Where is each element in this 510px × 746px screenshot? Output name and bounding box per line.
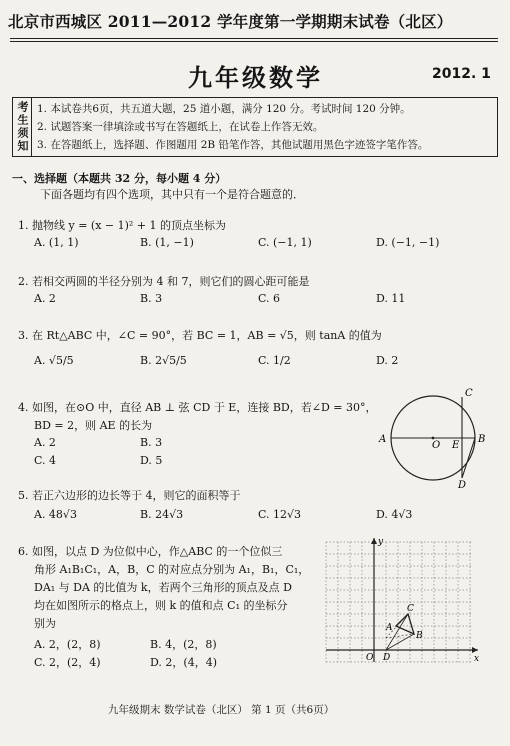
question-5-option-b: B. 24√3 [140,508,184,521]
question-5-option-d: D. 4√3 [376,508,413,521]
question-4-option-d: D. 5 [140,454,163,467]
coordinate-grid-figure [322,534,484,672]
label-origin: O [366,653,374,663]
question-2-option-c: C. 6 [258,292,281,305]
center-point [432,437,435,440]
question-5-stem: 5. 若正六边形的边长等于 4，则它的面积等于 [18,489,241,502]
question-3-option-b: B. 2√5/5 [140,354,187,367]
grid-lines [326,542,472,662]
question-4-option-a: A. 2 [34,436,56,449]
exam-date: 2012. 1 [432,66,491,82]
question-4-stem-line-1: 4. 如图，在⊙O 中，直径 AB ⊥ 弦 CD 于 E，连接 BD，若∠D = 30°， [18,401,377,414]
question-6-stem-line-1: 6. 如图，以点 D 为位似中心，作△ABC 的一个位似三 [18,545,283,558]
label-d: D [458,480,467,488]
segment-bd [462,438,475,478]
candidate-notice-box [12,97,498,157]
section-1-title: 一、选择题（本题共 32 分，每小题 4 分） [12,172,227,185]
question-1-option-d: D. (−1, −1) [376,236,440,249]
question-4-option-c: C. 4 [34,454,57,467]
question-6-stem-line-2: 角形 A₁B₁C₁，A，B，C 的对应点分别为 A₁，B₁，C₁， [34,563,310,576]
label-b: B [478,434,486,445]
label-c: C [407,604,414,614]
notice-line-2: 2. 试题答案一律填涂或书写在答题纸上，在试卷上作答无效。 [37,121,324,133]
label-c: C [465,388,473,399]
question-5-option-a: A. 48√3 [34,508,77,521]
question-2-option-b: B. 3 [140,292,163,305]
question-6-stem-line-5: 别为 [34,617,56,630]
exam-title: 北京市西城区 2011—2012 学年度第一学期期末试卷（北区） [8,12,453,31]
question-1-stem: 1. 抛物线 y = (x − 1)² + 1 的顶点坐标为 [18,219,227,232]
question-3-option-a: A. √5/5 [34,354,74,367]
question-2-option-d: D. 11 [376,292,406,305]
subject-title: 九年级数学 [188,63,323,92]
question-6-option-b: B. 4，(2，8) [150,638,217,651]
question-3-stem: 3. 在 Rt△ABC 中，∠C = 90°，若 BC = 1，AB = √5，则 tanA 的值为 [18,329,382,342]
question-2-stem: 2. 若相交两圆的半径分别为 4 和 7，则它们的圆心距可能是 [18,275,310,288]
label-e: E [452,440,460,451]
question-1-option-a: A. (1, 1) [34,236,79,249]
question-6-stem-line-4: 均在如图所示的格点上，则 k 的值和点 C₁ 的坐标分 [34,599,288,612]
y-axis-arrow [371,538,377,544]
label-y: y [378,537,384,547]
label-d: D [383,653,391,663]
title-rule [10,38,498,39]
circle-figure [370,388,500,488]
question-1-option-b: B. (1, −1) [140,236,194,249]
question-6-stem-line-3: DA₁ 与 DA 的比值为 k，若两个三角形的顶点及点 D [34,581,292,594]
x-axis-arrow [472,647,478,653]
label-o: O [432,440,441,451]
label-a: A [379,434,387,445]
label-a: A [386,623,393,633]
question-2-option-a: A. 2 [34,292,56,305]
notice-line-1: 1. 本试卷共6页，共五道大题，25 道小题，满分 120 分。考试时间 120 分钟。 [37,103,411,115]
page-footer: 九年级期末 数学试卷（北区） 第 1 页（共6页） [108,704,335,716]
question-6-option-a: A. 2，(2，8) [34,638,101,651]
label-b: B [416,631,423,641]
title-rule-2 [10,41,498,42]
section-1-intro: 下面各题均有四个选项，其中只有一个是符合题意的． [40,188,304,201]
notice-line-3: 3. 在答题纸上，选择题、作图题用 2B 铅笔作答，其他试题用黑色字迹签字笔作答。 [37,139,429,151]
question-5-option-c: C. 12√3 [258,508,302,521]
question-4-option-b: B. 3 [140,436,163,449]
question-4-stem-line-2: BD = 2，则 AE 的长为 [34,419,153,432]
notice-label: 考生须知 [13,98,32,156]
label-x: x [474,654,480,664]
question-6-option-d: D. 2，(4，4) [150,656,217,669]
question-1-option-c: C. (−1, 1) [258,236,312,249]
question-6-option-c: C. 2，(2，4) [34,656,101,669]
question-3-option-c: C. 1/2 [258,354,291,367]
question-3-option-d: D. 2 [376,354,399,367]
